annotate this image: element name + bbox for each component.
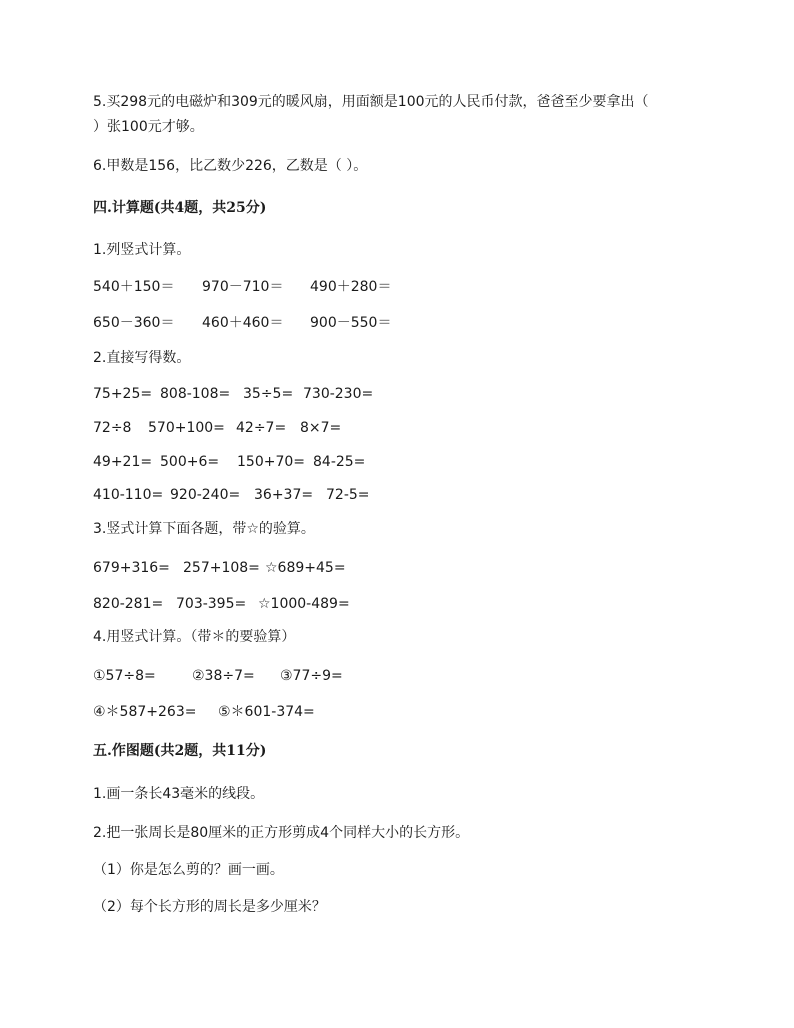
expression: ☆1000-489= — [258, 596, 350, 612]
expression: 460＋460＝ — [202, 315, 284, 331]
calc-q3-title: 3.竖式计算下面各题，带☆的验算。 — [93, 521, 315, 537]
expression: 8×7= — [300, 420, 342, 436]
section-5-heading: 五.作图题(共2题，共11分) — [93, 743, 267, 759]
expression: 900－550＝ — [310, 315, 392, 331]
expression: 703-395= — [176, 596, 247, 612]
expression: 808-108= — [160, 386, 231, 402]
section-4-heading: 四.计算题(共4题，共25分) — [93, 200, 267, 216]
expression: ①57÷8= — [93, 668, 156, 684]
expression: 540＋150＝ — [93, 279, 175, 295]
calc-q2-title: 2.直接写得数。 — [93, 350, 191, 366]
expression: 72-5= — [326, 487, 370, 503]
draw-q2-sub2: （2）每个长方形的周长是多少厘米？ — [93, 899, 326, 915]
expression: 42÷7= — [236, 420, 287, 436]
expression: 410-110= — [93, 487, 164, 503]
expression: 35÷5= — [243, 386, 294, 402]
calc-q4-title: 4.用竖式计算。（带＊的要验算） — [93, 629, 296, 645]
question-6: 6.甲数是156，比乙数少226，乙数是（ ）。 — [93, 158, 368, 174]
draw-q2-sub1: （1）你是怎么剪的？画一画。 — [93, 862, 284, 878]
expression: 500+6= — [160, 454, 220, 470]
expression: ②38÷7= — [192, 668, 255, 684]
question-5-line-2: ）张100元才够。 — [93, 119, 204, 135]
expression: 920-240= — [170, 487, 241, 503]
expression: ③77÷9= — [280, 668, 343, 684]
expression: 75+25= — [93, 386, 153, 402]
expression: 650－360＝ — [93, 315, 175, 331]
expression: ☆689+45= — [265, 560, 346, 576]
expression: 679+316= — [93, 560, 170, 576]
draw-q1: 1.画一条长43毫米的线段。 — [93, 786, 265, 802]
expression: 84-25= — [313, 454, 366, 470]
question-5-line-1: 5.买298元的电磁炉和309元的暖风扇，用面额是100元的人民币付款，爸爸至少要拿出（ — [93, 94, 649, 110]
expression: 257+108= — [183, 560, 260, 576]
expression: 49+21= — [93, 454, 153, 470]
expression: ④＊587+263= — [93, 704, 197, 720]
expression: 490＋280＝ — [310, 279, 392, 295]
expression: ⑤＊601-374= — [218, 704, 315, 720]
expression: 36+37= — [254, 487, 314, 503]
expression: 730-230= — [303, 386, 374, 402]
expression: 72÷8 — [93, 420, 132, 436]
expression: 820-281= — [93, 596, 164, 612]
expression: 970－710＝ — [202, 279, 284, 295]
calc-q1-title: 1.列竖式计算。 — [93, 242, 191, 258]
draw-q2: 2.把一张周长是80厘米的正方形剪成4个同样大小的长方形。 — [93, 825, 470, 841]
expression: 570+100= — [148, 420, 225, 436]
expression: 150+70= — [237, 454, 305, 470]
